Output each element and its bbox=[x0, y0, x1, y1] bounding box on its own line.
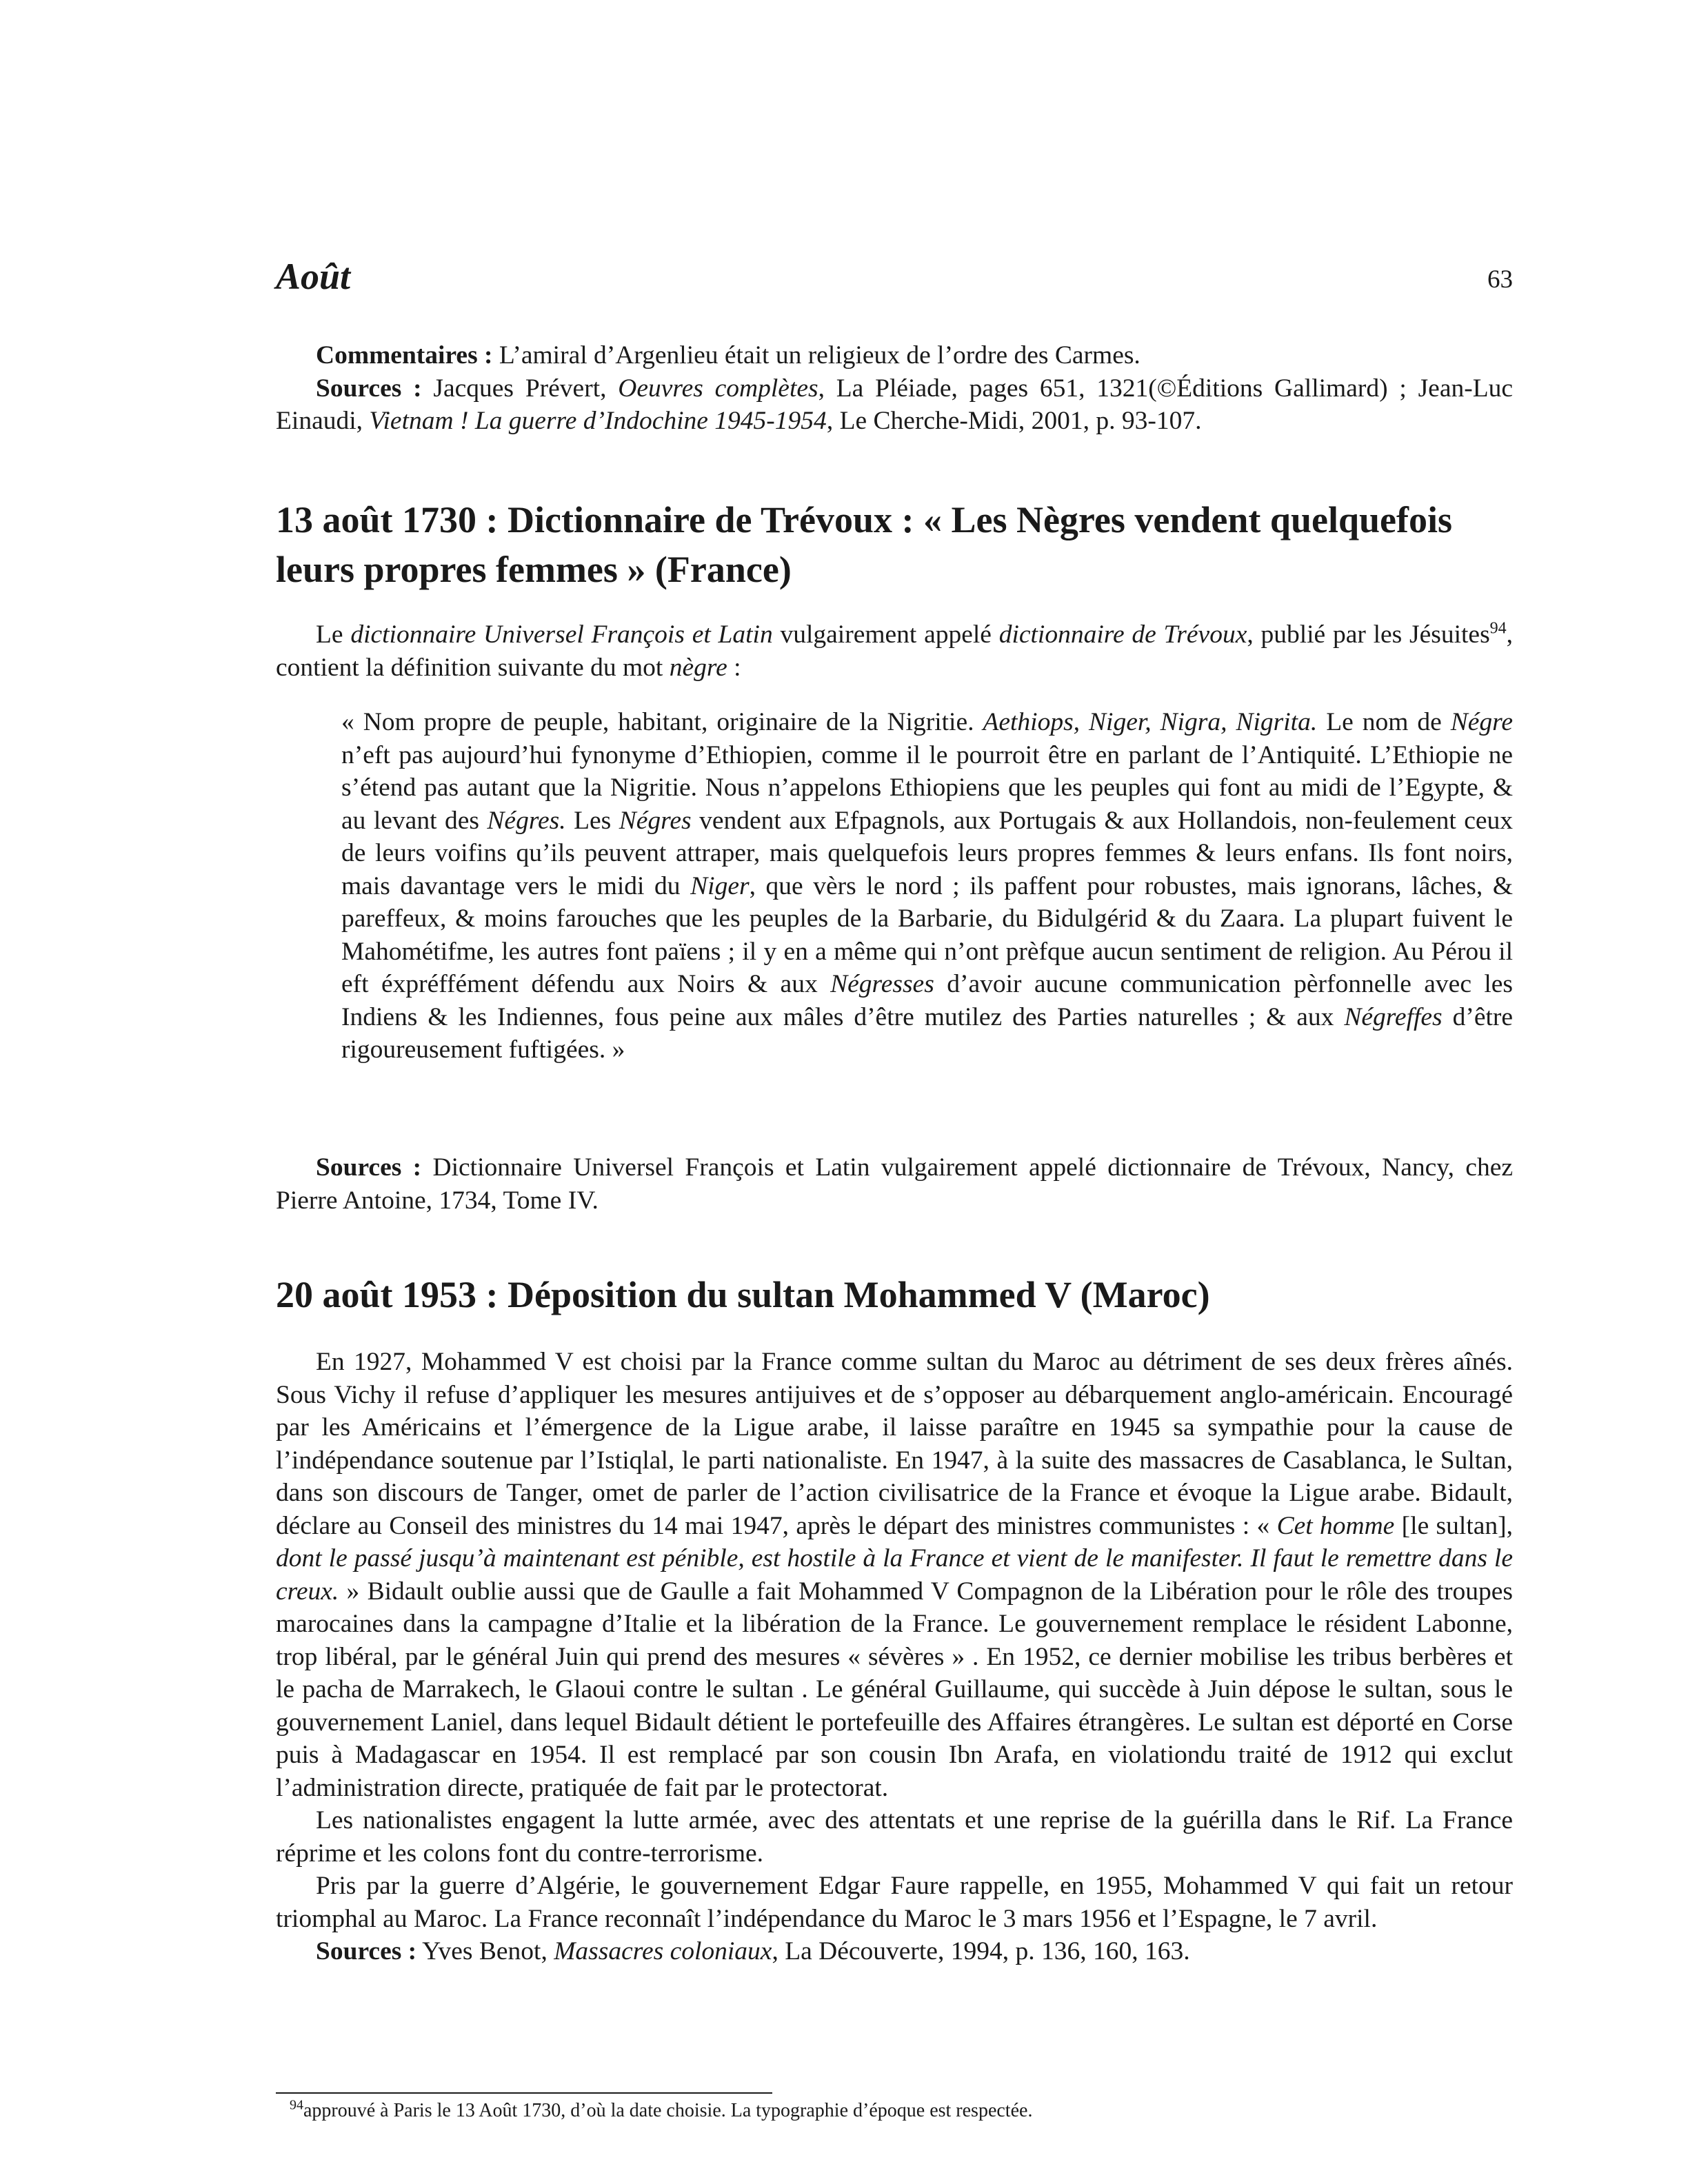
body-italic: dont le passé jusqu’à maintenant est pénible, est hostile à la France et vient de le manifester. Il faut le remettre dans le creux. bbox=[276, 1544, 1513, 1606]
body-text: , contient la définition suivante du mot bbox=[276, 620, 1514, 682]
body-text: En 1927, Mohammed V est choisi par la France comme sultan du Maroc au détriment de ses deux frères aînés. Sous Vichy il refuse d’appliquer les mesures antijuives et de s’opposer au débarquement anglo-américain. Encouragé par les Américains et l’émergence de la Ligue arabe, il laisse paraître en 1945 sa sympathie pour la cause de l’indépendance soutenue par l’Istiqlal, le parti nationaliste. En 1947, à la suite des massacres de Casablanca, le Sultan, dans son discours de Tanger, omet de parler de l’action civilisatrice de la France et évoque la Ligue arabe. Bidault, déclare au Conseil des ministres du 14 mai 1947, après le départ des ministres communistes : « bbox=[276, 1348, 1513, 1540]
quote-text: Le nom de bbox=[1326, 708, 1442, 736]
quote-italic: Négresses bbox=[830, 970, 934, 998]
footnote bbox=[290, 2099, 1032, 2123]
body-paragraph: Les nationalistes engagent la lutte armée, avec des attentats et une reprise de la guérilla dans le Rif. La France réprime et les colons font du contre-terrorisme. bbox=[276, 1806, 1513, 1868]
source-text: , La Découverte, 1994, p. 136, 160, 163. bbox=[772, 1937, 1190, 1965]
quote-text: « Nom propre de peuple, habitant, originaire de la Nigritie. bbox=[341, 708, 974, 736]
source-text: Jacques Prévert, bbox=[433, 374, 607, 403]
source-text: , La Pléiade, pages 651, 1321(©Éditions Gallimard) ; Jean-Luc Einaudi, bbox=[276, 374, 1514, 435]
comment-text: L’amiral d’Argenlieu était un religieux de l’ordre des Carmes. bbox=[499, 341, 1141, 370]
quote-italic: Négre bbox=[1450, 708, 1513, 736]
section-heading: 20 août 1953 : Déposition du sultan Mohammed V (Maroc) bbox=[276, 1274, 1210, 1315]
body-italic: dictionnaire de Trévoux bbox=[998, 620, 1247, 649]
body-text: Le bbox=[316, 620, 343, 649]
section-mohammed-v bbox=[276, 1270, 1513, 1320]
quote-italic: Négres. bbox=[487, 806, 566, 835]
footnote-ref[interactable]: 94 bbox=[1489, 619, 1507, 638]
source-title: Vietnam ! La guerre d’Indochine 1945-1954 bbox=[369, 407, 827, 435]
quote-text: d’être rigoureusement fuftigées. » bbox=[341, 1002, 1514, 1064]
quote-italic: Niger bbox=[690, 871, 750, 900]
quote-italic: Négreffes bbox=[1344, 1002, 1443, 1031]
source-title: Oeuvres complètes bbox=[618, 374, 818, 403]
sources-text: Dictionnaire Universel François et Latin vulgairement appelé dictionnaire de Trévoux, Nancy, chez Pierre Antoine, 1734, Tome IV. bbox=[276, 1153, 1513, 1215]
body-text: , publié par les Jésuites bbox=[1247, 620, 1490, 649]
section-trevoux bbox=[276, 495, 1513, 594]
quote-text: d’avoir aucune communication pèrfonnelle avec les Indiens & les Indiennes, fous peine aux mâles d’être mutilez des Parties naturelles ; & aux bbox=[341, 970, 1514, 1031]
quote-paragraph bbox=[341, 706, 1513, 1066]
body-paragraph bbox=[276, 1346, 1513, 1804]
comment-label: Commentaires : bbox=[316, 341, 493, 370]
source-text: , Le Cherche-Midi, 2001, p. 93-107. bbox=[826, 407, 1202, 435]
section-trevoux-body bbox=[276, 618, 1513, 684]
quote-text: Les bbox=[574, 806, 612, 835]
body-text: [le sultan], bbox=[1401, 1511, 1513, 1540]
running-title: Août bbox=[276, 256, 351, 297]
top-notes bbox=[276, 339, 1513, 438]
quote-text: n’eft pas aujourd’hui fynonyme d’Ethiopien, comme il le pourroit être en parlant de l’Antiquité. L’Ethiopie ne s’étend pas autant que la Nigritie. Nous n’appelons Ethiopiens que les peuples qui font au midi de l’Egypte, & au levant des bbox=[341, 740, 1513, 835]
trevoux-sources bbox=[276, 1151, 1513, 1217]
section-mohammed-v-body bbox=[276, 1346, 1513, 1968]
footnote-rule bbox=[276, 2092, 772, 2094]
section-heading: 13 août 1730 : Dictionnaire de Trévoux : « Les Nègres vendent quelquefois leurs propres femmes » (France) bbox=[276, 499, 1452, 590]
body-italic: dictionnaire Universel François et Latin bbox=[350, 620, 773, 649]
intro-paragraph bbox=[276, 618, 1513, 684]
quote-italic: Négres bbox=[619, 806, 692, 835]
source-title: Massacres coloniaux bbox=[554, 1937, 772, 1965]
definition-blockquote bbox=[276, 706, 1513, 1066]
body-text: vulgairement appelé bbox=[780, 620, 992, 649]
footnote-text: approuvé à Paris le 13 Août 1730, d’où la date choisie. La typographie d’époque est respectée. bbox=[303, 2100, 1033, 2121]
quote-text: vendent aux Efpagnols, aux Portugais & aux Hollandois, non-feulement ceux de leurs voifins qu’ils peuvent attraper, mais quelquefois leurs propres femmes & leurs enfans. Ils font noirs, mais davantage vers le midi du bbox=[341, 806, 1514, 900]
body-italic: nègre bbox=[669, 653, 727, 682]
sources-paragraph bbox=[276, 1935, 1513, 1968]
sources-paragraph bbox=[276, 1151, 1513, 1217]
quote-text: , que vèrs le nord ; ils paffent pour robustes, mais ignorans, lâches, & pareffeux, & moins farouches que les peuples de la Barbarie, du Bidulgérid & du Zaara. La plupart fuivent le Mahométifme, les autres font païens ; il y en a même qui n’ont prèfque aucun sentiment de religion. Au Pérou il eft éxpréffément défendu aux Noirs & aux bbox=[341, 871, 1513, 998]
quote-italic: Aethiops, Niger, Nigra, Nigrita. bbox=[983, 708, 1318, 736]
sources-paragraph bbox=[276, 372, 1513, 438]
body-paragraph: Pris par la guerre d’Algérie, le gouvernement Edgar Faure rappelle, en 1955, Mohammed V qui fait un retour triomphal au Maroc. La France reconnaît l’indépendance du Maroc le 3 mars 1956 et l’Espagne, le 7 avril. bbox=[276, 1872, 1513, 1933]
footnote-number: 94 bbox=[290, 2097, 303, 2113]
sources-label: Sources : bbox=[316, 1153, 422, 1182]
body-text: » Bidault oublie aussi que de Gaulle a fait Mohammed V Compagnon de la Libération pour le rôle des troupes marocaines dans la campagne d’Italie et la libération de la France. Le gouvernement remplace le résident Labonne, trop libéral, par le général Juin qui prend des mesures « sévères » . En 1952, ce dernier mobilise les tribus berbères et le pacha de Marrakech, le Glaoui contre le sultan . Le général Guillaume, qui succède à Juin dépose le sultan, sous le gouvernement Laniel, dans lequel Bidault détient le portefeuille des Affaires étrangères. Le sultan est déporté en Corse puis à Madagascar en 1954. Il est remplacé par son cousin Ibn Arafa, en violationdu traité de 1912 qui exclut l’administration directe, pratiquée de fait par le protectorat. bbox=[276, 1577, 1514, 1802]
sources-label: Sources : bbox=[316, 374, 422, 403]
page-number: 63 bbox=[1487, 265, 1513, 294]
body-text: : bbox=[727, 653, 741, 682]
source-text: Yves Benot, bbox=[422, 1937, 547, 1965]
blockquote bbox=[341, 706, 1513, 1066]
running-head bbox=[276, 255, 1513, 303]
sources-label: Sources : bbox=[316, 1937, 417, 1965]
comment-paragraph bbox=[276, 339, 1513, 372]
body-italic: Cet homme bbox=[1276, 1511, 1395, 1540]
